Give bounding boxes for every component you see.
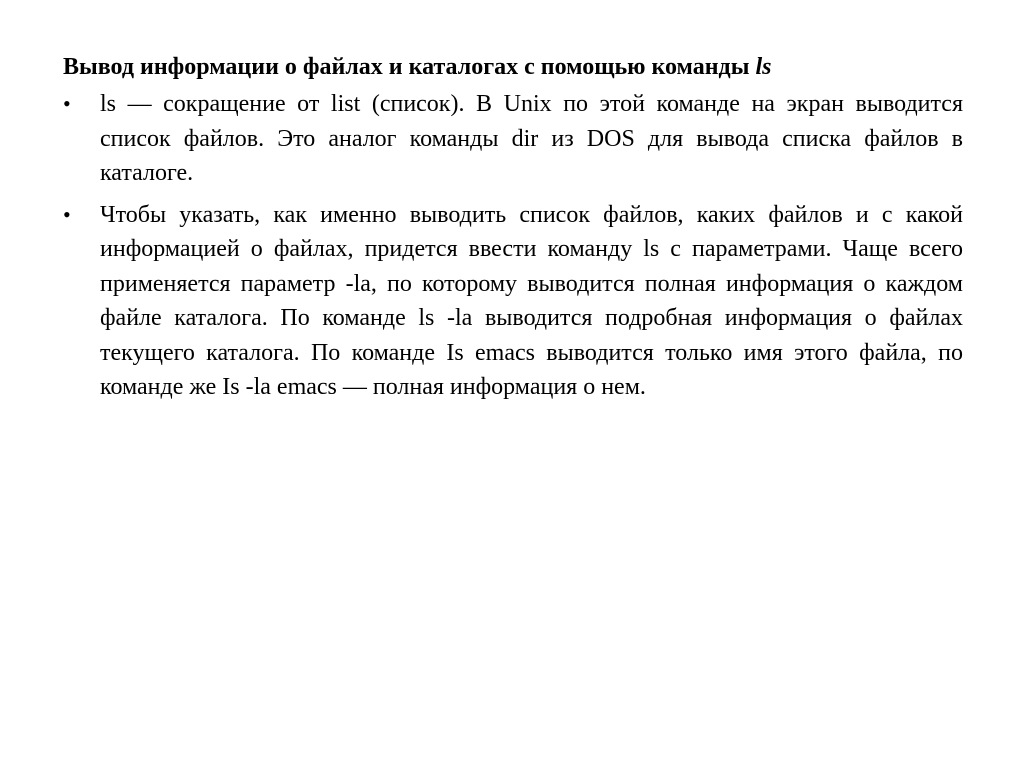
slide-title-command: ls bbox=[755, 54, 772, 80]
slide-title-text: Вывод информации о файлах и каталогах с помощью команды bbox=[63, 54, 756, 80]
bullet-list bbox=[63, 87, 963, 405]
bullet-item-ls-parameters bbox=[63, 198, 963, 405]
bullet-marker: • bbox=[63, 201, 71, 227]
slide-title bbox=[63, 50, 963, 84]
bullet-item-ls-definition bbox=[63, 87, 963, 191]
bullet-marker: • bbox=[63, 91, 71, 116]
bullet-text: Чтобы указать, как именно выводить список файлов, каких файлов и с какой информацией о файлах, придется ввести команду ls с параметрами. Чаще всего применяется параметр -la, по которому выводится полная информация о каждом файле каталога. По команде ls -la выводится подробная информация о файлах текущего каталога. По команде Is emacs выводится только имя этого файла, по команде же Is -la emacs — полная информация о нем. bbox=[100, 201, 963, 400]
bullet-text: ls — сокращение от list (список). В Unix по этой команде на экран выводится список файлов. Это аналог команды dir из DOS для вывода списка файлов в каталоге. bbox=[100, 91, 963, 186]
slide-content bbox=[63, 50, 963, 405]
